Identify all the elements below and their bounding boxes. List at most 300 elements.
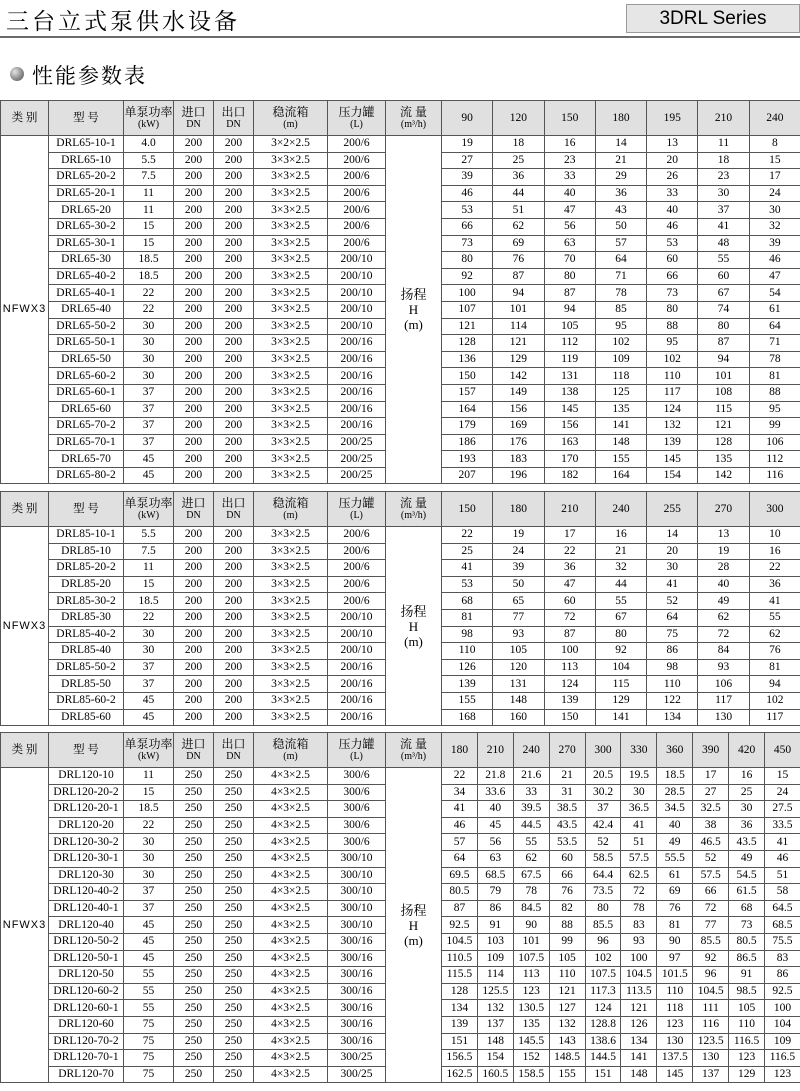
tank-cell: 3×3×2.5 [254, 285, 328, 302]
head-value-cell: 27.5 [765, 801, 800, 818]
head-value-cell: 96 [693, 967, 729, 984]
head-value-cell: 46 [765, 850, 800, 867]
head-value-cell: 43.5 [549, 817, 585, 834]
head-value-cell: 80 [595, 626, 646, 643]
head-value-cell: 112 [749, 451, 800, 468]
head-value-cell: 106 [698, 676, 749, 693]
head-value-cell: 92.5 [765, 983, 800, 1000]
model-cell: DRL120-20 [49, 817, 124, 834]
head-value-cell: 64.5 [765, 900, 800, 917]
head-value-cell: 157 [442, 384, 493, 401]
series-badge: 3DRL Series [626, 4, 800, 33]
head-value-cell: 70 [544, 252, 595, 269]
head-label-cell [386, 768, 442, 1083]
head-unit: (m) [404, 932, 423, 948]
head-value-cell: 36.5 [621, 801, 657, 818]
model-cell: DRL120-30-2 [49, 834, 124, 851]
tank-cell: 3×3×2.5 [254, 152, 328, 169]
head-value-cell: 155 [595, 451, 646, 468]
head-value-cell: 24 [765, 784, 800, 801]
inlet-cell: 200 [174, 185, 214, 202]
col-power-label: 单泵功率 [124, 105, 173, 119]
power-cell: 30 [124, 867, 174, 884]
head-value-cell: 128 [698, 434, 749, 451]
head-value-cell: 128 [442, 335, 493, 352]
head-value-cell: 124 [544, 676, 595, 693]
outlet-cell: 200 [214, 709, 254, 726]
head-value-cell: 60 [647, 252, 698, 269]
head-value-cell: 88 [549, 917, 585, 934]
head-value-cell: 25 [493, 152, 544, 169]
pressure-tank-cell: 200/16 [328, 709, 386, 726]
inlet-cell: 250 [174, 1016, 214, 1033]
col-pressure-tank [328, 492, 386, 527]
tank-cell: 4×3×2.5 [254, 1033, 328, 1050]
outlet-cell: 250 [214, 933, 254, 950]
outlet-cell: 200 [214, 185, 254, 202]
tank-cell: 4×3×2.5 [254, 1000, 328, 1017]
head-value-cell: 73 [729, 917, 765, 934]
head-value-cell: 69.5 [442, 867, 478, 884]
head-value-cell: 143 [549, 1033, 585, 1050]
pressure-tank-cell: 200/6 [328, 560, 386, 577]
head-value-cell: 68 [729, 900, 765, 917]
power-cell: 11 [124, 202, 174, 219]
head-value-cell: 55.5 [657, 850, 693, 867]
outlet-cell: 200 [214, 218, 254, 235]
col-power-unit: (kW) [137, 751, 160, 762]
performance-table [0, 732, 800, 1083]
col-tank-label: 稳流箱 [272, 737, 309, 751]
head-value-cell: 13 [698, 527, 749, 544]
pressure-tank-cell: 200/6 [328, 576, 386, 593]
category-cell: NFWX3 [1, 527, 49, 726]
head-value-cell: 63 [544, 235, 595, 252]
bullet-icon [10, 67, 24, 81]
outlet-cell: 200 [214, 152, 254, 169]
head-value-cell: 46 [647, 218, 698, 235]
head-value-cell: 123 [765, 1066, 800, 1083]
head-value-cell: 62 [513, 850, 549, 867]
outlet-cell: 200 [214, 560, 254, 577]
head-value-cell: 101 [698, 368, 749, 385]
outlet-cell: 200 [214, 593, 254, 610]
head-value-cell: 68.5 [477, 867, 513, 884]
head-value-cell: 86.5 [729, 950, 765, 967]
power-cell: 30 [124, 351, 174, 368]
power-cell: 5.5 [124, 527, 174, 544]
inlet-cell: 200 [174, 152, 214, 169]
head-value-cell: 47 [544, 202, 595, 219]
pressure-tank-cell: 200/6 [328, 235, 386, 252]
power-cell: 30 [124, 850, 174, 867]
col-tank-label: 稳流箱 [272, 105, 309, 119]
head-value-cell: 151 [585, 1066, 621, 1083]
head-value-cell: 30 [729, 801, 765, 818]
model-cell: DRL65-20-1 [49, 185, 124, 202]
head-value-cell: 115 [595, 676, 646, 693]
head-value-cell: 69 [657, 884, 693, 901]
head-value-cell: 62 [749, 626, 800, 643]
head-value-cell: 110 [647, 368, 698, 385]
col-pressure-tank-unit: (L) [350, 510, 363, 521]
head-value-cell: 76 [749, 643, 800, 660]
head-value-cell: 110 [657, 983, 693, 1000]
head-value-cell: 125 [595, 384, 646, 401]
head-value-cell: 58.5 [585, 850, 621, 867]
outlet-cell: 200 [214, 301, 254, 318]
power-cell: 75 [124, 1033, 174, 1050]
head-value-cell: 107.5 [513, 950, 549, 967]
pressure-tank-cell: 300/16 [328, 950, 386, 967]
inlet-cell: 200 [174, 626, 214, 643]
tank-cell: 4×3×2.5 [254, 1066, 328, 1083]
tank-cell: 3×3×2.5 [254, 467, 328, 484]
model-cell: DRL65-30-2 [49, 218, 124, 235]
head-value-cell: 139 [442, 676, 493, 693]
head-value-cell: 104.5 [621, 967, 657, 984]
inlet-cell: 200 [174, 351, 214, 368]
power-cell: 45 [124, 917, 174, 934]
power-cell: 30 [124, 834, 174, 851]
head-value-cell: 39 [749, 235, 800, 252]
head-value-cell: 64 [647, 609, 698, 626]
head-value-cell: 15 [749, 152, 800, 169]
head-value-cell: 17 [693, 768, 729, 785]
head-value-cell: 15 [765, 768, 800, 785]
head-value-cell: 57 [595, 235, 646, 252]
head-value-cell: 38 [693, 817, 729, 834]
head-value-cell: 76 [549, 884, 585, 901]
head-value-cell: 24 [749, 185, 800, 202]
head-value-cell: 123.5 [693, 1033, 729, 1050]
model-cell: DRL120-10 [49, 768, 124, 785]
head-value-cell: 19 [442, 136, 493, 153]
pressure-tank-cell: 300/10 [328, 917, 386, 934]
head-value-cell: 103 [477, 933, 513, 950]
flow-value: 90 [442, 101, 493, 136]
head-value-cell: 109 [477, 950, 513, 967]
head-value-cell: 117 [698, 692, 749, 709]
col-power-label: 单泵功率 [124, 737, 173, 751]
flow-value: 210 [544, 492, 595, 527]
head-value-cell: 141 [595, 418, 646, 435]
head-value-cell: 131 [493, 676, 544, 693]
col-tank [254, 733, 328, 768]
inlet-cell: 200 [174, 401, 214, 418]
head-value-cell: 20 [647, 543, 698, 560]
head-value-cell: 148 [493, 692, 544, 709]
head-label: 扬程 [400, 287, 427, 303]
col-outlet-unit: DN [226, 510, 241, 521]
category-cell: NFWX3 [1, 768, 49, 1083]
head-value-cell: 37 [698, 202, 749, 219]
head-value-cell: 132 [549, 1016, 585, 1033]
head-value-cell: 139 [544, 692, 595, 709]
page-title: 三台立式泵供水设备 [6, 9, 240, 35]
flow-value: 240 [513, 733, 549, 768]
header-divider [0, 36, 800, 38]
head-value-cell: 18 [493, 136, 544, 153]
head-value-cell: 94 [493, 285, 544, 302]
head-value-cell: 61.5 [729, 884, 765, 901]
outlet-cell: 250 [214, 1016, 254, 1033]
head-value-cell: 36 [493, 169, 544, 186]
tank-cell: 3×3×2.5 [254, 709, 328, 726]
head-value-cell: 104.5 [693, 983, 729, 1000]
head-value-cell: 18.5 [657, 768, 693, 785]
head-value-cell: 148 [621, 1066, 657, 1083]
head-value-cell: 41 [647, 576, 698, 593]
outlet-cell: 200 [214, 576, 254, 593]
head-value-cell: 57.5 [693, 867, 729, 884]
head-value-cell: 51 [765, 867, 800, 884]
tank-cell: 4×3×2.5 [254, 834, 328, 851]
head-value-cell: 58 [765, 884, 800, 901]
col-pressure-tank-label: 压力罐 [338, 737, 375, 751]
head-value-cell: 22 [749, 560, 800, 577]
head-value-cell: 61 [657, 867, 693, 884]
power-cell: 4.0 [124, 136, 174, 153]
head-value-cell: 81 [749, 659, 800, 676]
tank-cell: 3×3×2.5 [254, 351, 328, 368]
head-value-cell: 66 [647, 268, 698, 285]
model-cell: DRL120-50-1 [49, 950, 124, 967]
tank-cell: 4×3×2.5 [254, 884, 328, 901]
flow-value: 300 [749, 492, 800, 527]
head-symbol: H [408, 302, 419, 318]
table-header-row [1, 733, 800, 768]
head-value-cell: 113.5 [621, 983, 657, 1000]
model-cell: DRL120-20-1 [49, 801, 124, 818]
head-value-cell: 34.5 [657, 801, 693, 818]
head-value-cell: 36 [749, 576, 800, 593]
pressure-tank-cell: 300/6 [328, 834, 386, 851]
head-value-cell: 136 [442, 351, 493, 368]
head-value-cell: 105 [544, 318, 595, 335]
head-value-cell: 68 [442, 593, 493, 610]
head-value-cell: 116.5 [765, 1050, 800, 1067]
model-cell: DRL65-60-1 [49, 384, 124, 401]
model-cell: DRL65-50-1 [49, 335, 124, 352]
head-value-cell: 62.5 [621, 867, 657, 884]
outlet-cell: 250 [214, 834, 254, 851]
head-value-cell: 41 [442, 801, 478, 818]
head-value-cell: 45 [477, 817, 513, 834]
model-cell: DRL85-20-2 [49, 560, 124, 577]
outlet-cell: 200 [214, 527, 254, 544]
head-value-cell: 132 [477, 1000, 513, 1017]
head-value-cell: 132 [647, 418, 698, 435]
head-value-cell: 71 [749, 335, 800, 352]
col-model: 型 号 [49, 733, 124, 768]
flow-value: 150 [544, 101, 595, 136]
inlet-cell: 250 [174, 900, 214, 917]
head-value-cell: 51 [493, 202, 544, 219]
head-value-cell: 73 [647, 285, 698, 302]
head-value-cell: 91 [729, 967, 765, 984]
power-cell: 55 [124, 967, 174, 984]
head-value-cell: 66 [693, 884, 729, 901]
pressure-tank-cell: 300/6 [328, 801, 386, 818]
head-value-cell: 88 [647, 318, 698, 335]
head-value-cell: 22 [442, 768, 478, 785]
head-value-cell: 121 [621, 1000, 657, 1017]
inlet-cell: 250 [174, 950, 214, 967]
head-value-cell: 80 [442, 252, 493, 269]
outlet-cell: 200 [214, 235, 254, 252]
pressure-tank-cell: 200/6 [328, 218, 386, 235]
head-value-cell: 21 [549, 768, 585, 785]
head-value-cell: 145 [544, 401, 595, 418]
power-cell: 45 [124, 709, 174, 726]
head-value-cell: 92 [442, 268, 493, 285]
tank-cell: 4×3×2.5 [254, 817, 328, 834]
model-cell: DRL65-40-1 [49, 285, 124, 302]
head-value-cell: 87 [442, 900, 478, 917]
head-value-cell: 160 [493, 709, 544, 726]
head-value-cell: 76 [657, 900, 693, 917]
head-value-cell: 127 [549, 1000, 585, 1017]
flow-value: 270 [549, 733, 585, 768]
tank-cell: 3×3×2.5 [254, 418, 328, 435]
head-value-cell: 44.5 [513, 817, 549, 834]
tank-cell: 4×3×2.5 [254, 900, 328, 917]
head-value-cell: 72 [544, 609, 595, 626]
model-cell: DRL65-10-1 [49, 136, 124, 153]
table-row [1, 136, 800, 153]
outlet-cell: 250 [214, 983, 254, 1000]
power-cell: 55 [124, 983, 174, 1000]
inlet-cell: 250 [174, 850, 214, 867]
tank-cell: 4×3×2.5 [254, 933, 328, 950]
head-value-cell: 102 [749, 692, 800, 709]
outlet-cell: 200 [214, 434, 254, 451]
col-model: 型 号 [49, 492, 124, 527]
inlet-cell: 200 [174, 235, 214, 252]
head-value-cell: 92 [595, 643, 646, 660]
power-cell: 30 [124, 368, 174, 385]
model-cell: DRL120-50 [49, 967, 124, 984]
head-value-cell: 87 [544, 626, 595, 643]
col-power-unit: (kW) [137, 119, 160, 130]
pressure-tank-cell: 200/6 [328, 169, 386, 186]
head-value-cell: 92 [693, 950, 729, 967]
head-value-cell: 53 [647, 235, 698, 252]
inlet-cell: 250 [174, 983, 214, 1000]
outlet-cell: 250 [214, 867, 254, 884]
col-flow-unit: (m³/h) [400, 119, 427, 130]
head-value-cell: 94 [698, 351, 749, 368]
inlet-cell: 250 [174, 967, 214, 984]
tank-cell: 4×3×2.5 [254, 950, 328, 967]
head-value-cell: 25 [442, 543, 493, 560]
col-tank [254, 492, 328, 527]
head-value-cell: 72 [698, 626, 749, 643]
head-value-cell: 40 [647, 202, 698, 219]
head-value-cell: 128.8 [585, 1016, 621, 1033]
head-value-cell: 95 [749, 401, 800, 418]
head-value-cell: 41 [621, 817, 657, 834]
col-inlet-label: 进口 [181, 105, 206, 119]
model-cell: DRL85-10-1 [49, 527, 124, 544]
inlet-cell: 200 [174, 169, 214, 186]
head-value-cell: 69 [493, 235, 544, 252]
head-value-cell: 163 [544, 434, 595, 451]
head-value-cell: 88 [749, 384, 800, 401]
head-value-cell: 16 [544, 136, 595, 153]
head-value-cell: 92.5 [442, 917, 478, 934]
head-value-cell: 78 [749, 351, 800, 368]
outlet-cell: 250 [214, 850, 254, 867]
head-value-cell: 68.5 [765, 917, 800, 934]
power-cell: 45 [124, 950, 174, 967]
tank-cell: 4×3×2.5 [254, 917, 328, 934]
head-value-cell: 53.5 [549, 834, 585, 851]
head-value-cell: 104.5 [442, 933, 478, 950]
head-value-cell: 81 [442, 609, 493, 626]
head-value-cell: 29 [595, 169, 646, 186]
inlet-cell: 250 [174, 933, 214, 950]
head-value-cell: 28 [698, 560, 749, 577]
model-cell: DRL85-60-2 [49, 692, 124, 709]
col-outlet-unit: DN [226, 751, 241, 762]
head-value-cell: 80 [647, 301, 698, 318]
performance-table [0, 491, 800, 726]
head-value-cell: 155 [442, 692, 493, 709]
head-value-cell: 107.5 [585, 967, 621, 984]
head-value-cell: 55 [698, 252, 749, 269]
head-value-cell: 130 [698, 709, 749, 726]
head-value-cell: 41 [698, 218, 749, 235]
head-value-cell: 80.5 [729, 933, 765, 950]
tank-cell: 3×3×2.5 [254, 218, 328, 235]
head-value-cell: 60 [544, 593, 595, 610]
power-cell: 22 [124, 817, 174, 834]
outlet-cell: 200 [214, 136, 254, 153]
pressure-tank-cell: 200/10 [328, 268, 386, 285]
head-value-cell: 33 [544, 169, 595, 186]
tank-cell: 3×3×2.5 [254, 609, 328, 626]
power-cell: 55 [124, 1000, 174, 1017]
head-value-cell: 55 [513, 834, 549, 851]
tank-cell: 3×3×2.5 [254, 576, 328, 593]
power-cell: 15 [124, 235, 174, 252]
model-cell: DRL65-30-1 [49, 235, 124, 252]
tank-cell: 3×3×2.5 [254, 335, 328, 352]
head-value-cell: 162.5 [442, 1066, 478, 1083]
head-value-cell: 134 [621, 1033, 657, 1050]
model-cell: DRL65-50 [49, 351, 124, 368]
inlet-cell: 200 [174, 593, 214, 610]
head-value-cell: 104 [595, 659, 646, 676]
inlet-cell: 200 [174, 202, 214, 219]
outlet-cell: 250 [214, 950, 254, 967]
tank-cell: 3×3×2.5 [254, 643, 328, 660]
inlet-cell: 200 [174, 451, 214, 468]
head-value-cell: 134 [442, 1000, 478, 1017]
col-category: 类 别 [1, 733, 49, 768]
head-value-cell: 27 [442, 152, 493, 169]
outlet-cell: 250 [214, 1066, 254, 1083]
head-value-cell: 52 [693, 850, 729, 867]
head-value-cell: 129 [493, 351, 544, 368]
head-value-cell: 14 [647, 527, 698, 544]
head-value-cell: 49 [698, 593, 749, 610]
head-value-cell: 138.6 [585, 1033, 621, 1050]
head-value-cell: 41 [749, 593, 800, 610]
head-value-cell: 137.5 [657, 1050, 693, 1067]
